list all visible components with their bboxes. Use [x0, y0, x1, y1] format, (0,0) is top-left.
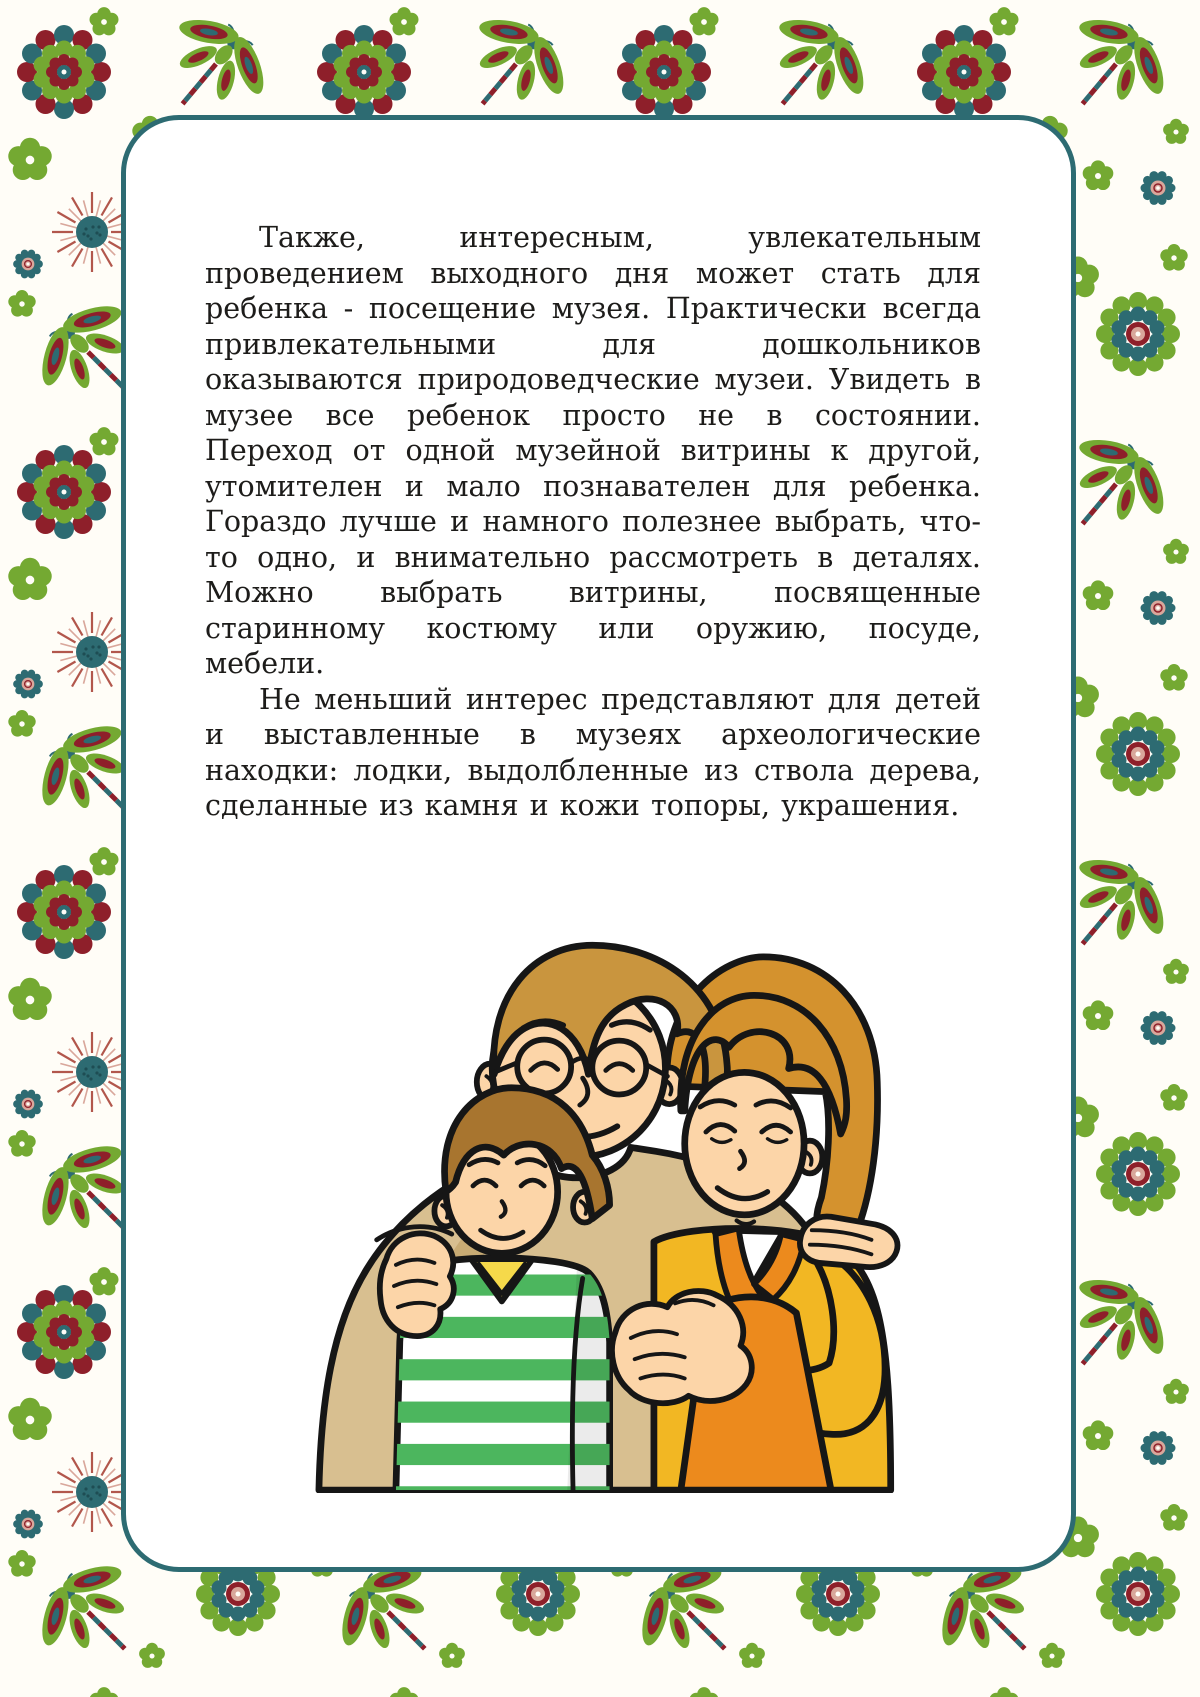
mother-clasped-hands	[612, 1291, 752, 1403]
content-card	[121, 115, 1076, 1572]
family-illustration	[284, 901, 916, 1493]
paragraph-weekend-museum: Также, интересным, увлекательным проведением выходного дня может стать для ребенка - посещение музея. Практически всегда привлекательными для дошкольников оказываются природоведческие музеи. Увидеть в музее все ребенок просто не в состоянии. Переход от одной музейной витрины к другой, утомителен и мало познавателен для ребенка. Гораздо лучше и намного полезнее выбрать, что-то одно, и внимательно рассмотреть в деталях. Можно выбрать витрины, посвященные старинному костюму или оружию, посуде, мебели.	[205, 221, 981, 680]
father-right-hand	[800, 1216, 898, 1267]
body-text	[205, 220, 981, 824]
paragraph-archaeology: Не меньший интерес представляют для детей и выставленные в музеях археологические находки: лодки, выдолбленные из ствола дерева, сделанные из камня и кожи топоры, украшения.	[205, 682, 981, 822]
